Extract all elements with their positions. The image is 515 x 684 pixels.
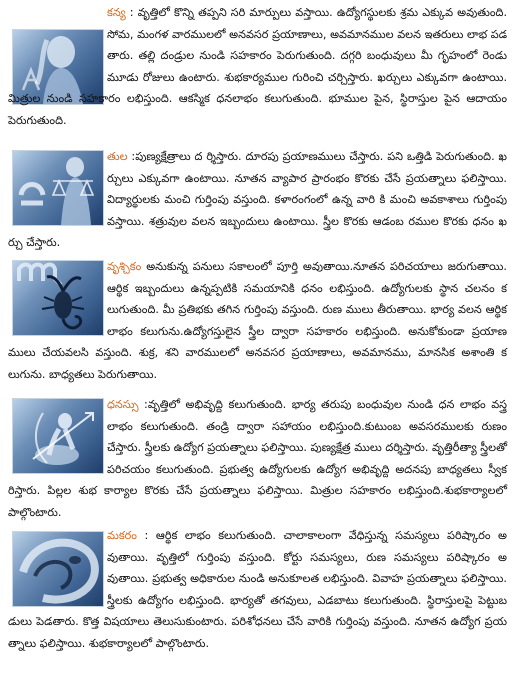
sagittarius-text-block: [8, 394, 507, 524]
virgo-text-block: [8, 2, 507, 132]
capricorn-text-block: [8, 525, 507, 655]
section-libra: [0, 146, 515, 273]
prediction-text: అనుకున్న పనులు సకాలంలో పూర్తి అవుతాయి.నూతన పరిచయాలు జరుగుతాయి. ఆర్థిక ఇబ్బందులు ఉన్నప్పటికి సమయానికి ధనం లభిస్తుంది. ఉద్యోగులకు స్థాన చలనం కలుగుతుంది. మీ ప్రతిభకు తగిన గుర్తింపు వస్తుంది. రుణ ములు తీరుతాయి. భార్య వలన ఆర్థిక లాభం కలుగును.ఉద్యోగస్తులైన స్త్రీల ద్వారా సహకారం లభిస్తుంది. అనుకోకుండా ప్రయాణములు చేయవలసి వస్తుంది. శుక్ర, శని వారములలో అనవసర ప్రయాణాలు, అవమానము, మానసిక అశాంతి కలుగును. బాధ్యతలు పెరుగుతాయి.: [8, 260, 507, 381]
sign-name-capricorn: మకరం: [107, 529, 137, 542]
sign-name-sagittarius: ధనస్సు: [107, 398, 139, 411]
prediction-text: పుణ్యక్షేత్రాలు ద ర్శిస్తారు. దూరపు ప్రయాణములు చేస్తారు. పని ఒత్తిడి పెరుగుతుంది. ఖర్చులు ఎక్కువగా ఉంటాయి. నూతన వ్యాపార ప్రారంభం కొరకు చేసే ప్రయత్నాలు ఫలిస్తాయి. విద్యార్థులకు మంచి గుర్తింపు వస్తుంది. కళారంగంలో ఉన్న వారి కి మంచి అవకాశాలు గుర్తింపు వస్తాయి. శత్రువుల వలన ఇబ్బందులు ఉంటాయి. స్త్రీల కొరకు ఆడంబ రముల కొరకు ధనం ఖర్చు చేస్తారు.: [8, 150, 507, 250]
separator: :: [125, 6, 134, 19]
scorpio-text-block: [8, 256, 507, 386]
section-capricorn: [0, 525, 515, 675]
section-scorpio: [0, 256, 515, 384]
separator: :: [127, 150, 136, 163]
separator: :: [138, 398, 148, 411]
separator: :: [136, 529, 149, 542]
libra-text-block: [8, 146, 507, 254]
prediction-text: వృత్తిలో అభివృద్ది కలుగుతుంది. భార్య తరుపు బంధువుల నుండి ధన లాభం వస్త్ర లాభం కలుగుతుంది. తండ్రి ద్వారా సహాయం లభిస్తుంది.కుటుంబ అవసరములకు రుణం చేస్తారు. స్త్రీలకు ఉద్యోగ ప్రయత్నాలు ఫలిస్తాయి. పుణ్యక్షేత్ర ములు దర్శిస్తారు. వృత్తిరీత్యా స్త్రీలతో పరిచయం కలుగుతుంది. ప్రభుత్వ ఉద్యోగులకు ఉద్యోగ అభివృద్ది అదనపు బాధ్యతలు స్వీకరిస్తారు. పిల్లల శుభ కార్యాల కొరకు చేసే ప్రయత్నాలు ఫలిస్తాయి. మిత్రుల సహకారం లభిస్తుంది.శుభకార్యాలలో పాల్గొంటారు.: [8, 398, 507, 519]
prediction-text: ఆర్థిక లాభం కలుగుతుంది. చాలాకాలంగా వేధిస్తున్న సమస్యలు పరిష్కారం అవుతాయి. వృత్తిలో గుర్తింపు వస్తుంది. కోర్టు సమస్యలు, రుణ సమస్యలు పరిష్కారం అవుతాయి. ప్రభుత్వ అధికారుల నుండి అనుకూలత లభిస్తుంది. వివాహ ప్రయత్నాలు ఫలిస్తాయి. స్త్రీలకు ఉద్యోగం లభిస్తుంది. భార్యతో తగవులు, ఎడబాటు కలుగుతుంది. స్థిరాస్తులపై పెట్టుబడులు పెడతారు. కొత్త విషయాలు తెలుసుకుంటారు. పరిశోధనలు చేసే వారికి గుర్తింపు వస్తుంది. నూతన ఉద్యోగ ప్రయత్నాలు ఫలిస్తాయి. శుభకార్యాలలో పాల్గొంటారు.: [8, 529, 508, 650]
sign-name-virgo: కన్య: [107, 6, 126, 19]
section-sagittarius: [0, 394, 515, 524]
section-virgo: [0, 2, 515, 142]
prediction-text: వృత్తిలో కొన్ని తప్పని సరి మార్పులు వస్తాయి. ఉద్యోగస్థులకు శ్రమ ఎక్కువ అవుతుంది. సోమ, మంగళ వారములలో అనవసర ప్రయాణాలు, అవమానముల వలన ఇతరులు లాభ పడతారు. తల్లి దండ్రుల నుండి సహకారం పెరుగుతుంది. దగ్గరి బంధువులు మీ గృహంలో రెండు మూడు రోజులు ఉంటారు. శుభకార్యముల గురించి చర్చిస్తారు. ఖర్చులు ఎక్కువగా ఉంటాయి. మిత్రుల నుండి సహకారం లభిస్తుంది. ఆకస్మిక ధనలాభం కలుగుతుంది. భూముల పైన, స్థిరాస్తుల పైన ఆదాయం పెరుగుతుంది.: [8, 6, 507, 127]
sign-name-scorpio: వృశ్చికం: [107, 260, 142, 273]
sign-name-libra: తుల: [107, 150, 128, 163]
